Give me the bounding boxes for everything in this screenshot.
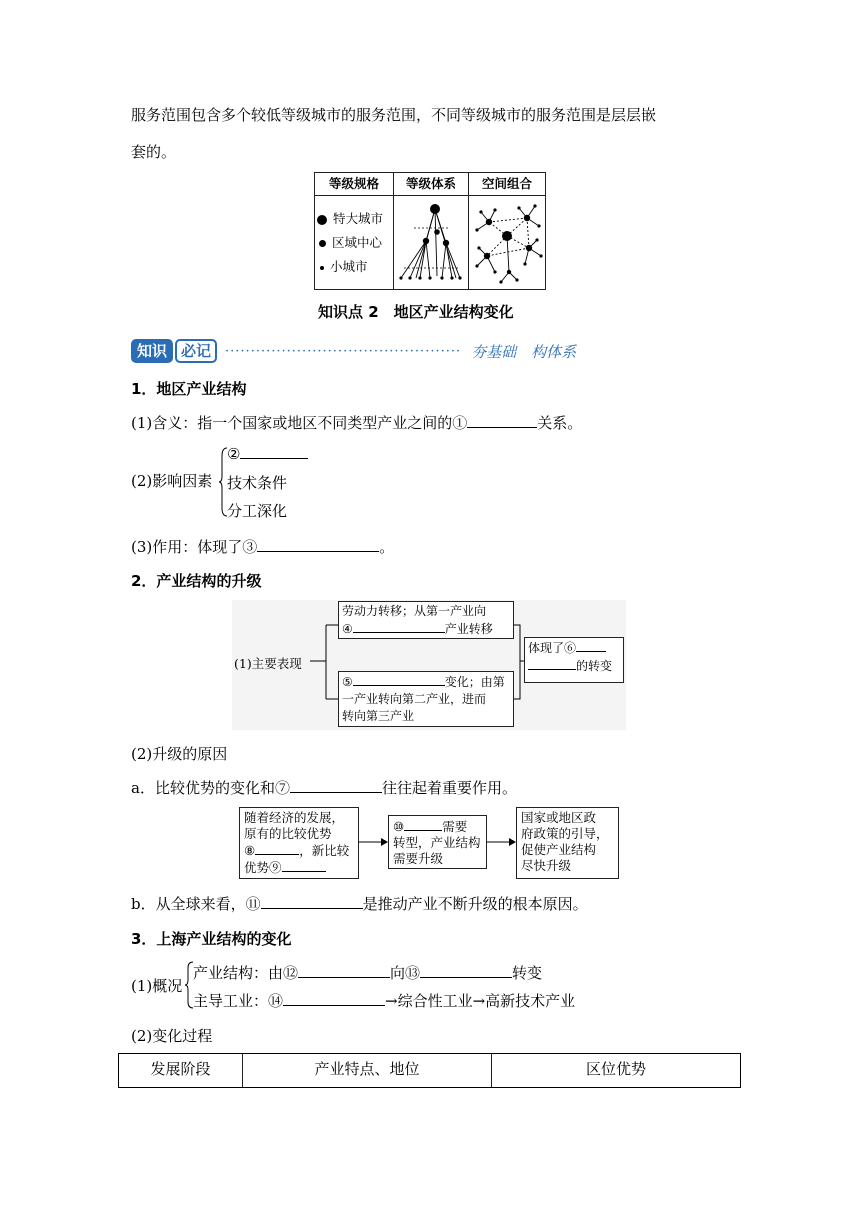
box-reflects: 体现了⑥ 的转变: [524, 637, 624, 683]
s2-reason-b: b．从全球来看，⑪ 是推动产业不断升级的根本原因。: [131, 895, 588, 913]
fig-header-system: 等级体系: [394, 173, 468, 196]
arrow-right-icon: [487, 836, 517, 848]
city-hierarchy-figure: [314, 172, 546, 290]
flow-box-policy: 国家或地区政 府政策的引导， 促使产业结构 尽快升级: [516, 807, 619, 879]
flow-box-transform: ⑩ 需要 转型，产业结构 需要升级: [388, 815, 487, 869]
medium-dot-icon: [319, 240, 326, 247]
s2-heading: 2．产业结构的升级: [131, 572, 262, 590]
s3-heading: 3．上海产业结构的变化: [131, 930, 292, 948]
s1-factor-division: 分工深化: [227, 502, 288, 520]
s1-role: (3)作用：体现了③ 。: [131, 538, 395, 556]
s1-factor-blank: ②: [227, 444, 308, 463]
intro-line-2: 套的。: [131, 143, 177, 161]
s3-overview-row2: 主导工业：⑭ →综合性工业→高新技术产业: [193, 992, 576, 1010]
box-structure-change: ⑤ 变化；由第 一产业转向第二产业，进而 转向第三产业: [338, 671, 514, 727]
intro-line-1: 服务范围包含多个较低等级城市的服务范围，不同等级城市的服务范围是层层嵌: [131, 106, 657, 124]
spatial-network-diagram: [469, 196, 545, 289]
box-labor-transfer: 劳动力转移；从第一产业向 ④ 产业转移: [338, 601, 514, 639]
s3-overview-row1: 产业结构：由⑫ 向⑬ 转变: [193, 964, 543, 982]
s3-overview-label: (1)概况: [131, 977, 183, 995]
blank-1: [467, 413, 537, 428]
banner-tagline: 夯基础 构体系: [471, 342, 577, 361]
s1-meaning: (1)含义：指一个国家或地区不同类型产业之间的① 关系。: [131, 414, 583, 432]
blank-3: [257, 537, 379, 552]
blank-14: [283, 991, 385, 1006]
flow-box-advantage: 随着经济的发展， 原有的比较优势 ⑧ ，新比较 优势⑨: [239, 807, 359, 879]
table-header-stage: 发展阶段: [150, 1060, 211, 1078]
s1-heading: 1．地区产业结构: [131, 380, 247, 398]
s2-reason-label: (2)升级的原因: [131, 745, 228, 763]
badge-knowledge: 知识: [131, 339, 173, 363]
small-dot-icon: [320, 266, 324, 270]
large-dot-icon: [317, 215, 327, 225]
legend-regional-center: 区域中心: [319, 233, 382, 251]
blank-12: [298, 963, 390, 978]
s2-reason-a: a．比较优势的变化和⑦ 往往起着重要作用。: [131, 779, 517, 797]
banner-dots: ··············································: [225, 343, 462, 359]
knowledge-banner: [131, 339, 576, 363]
blank-13: [420, 963, 512, 978]
badge-must-remember: 必记: [175, 339, 217, 363]
arrow-right-icon: [359, 836, 389, 848]
table-header-features: 产业特点、地位: [314, 1060, 420, 1078]
hierarchy-tree-diagram: [394, 196, 468, 289]
blank-2: [240, 444, 308, 459]
legend-megacity: 特大城市: [317, 209, 383, 227]
table-header-advantages: 区位优势: [585, 1060, 646, 1078]
s1-factor-tech: 技术条件: [227, 474, 288, 492]
upgrade-connector: [310, 615, 340, 711]
fig-header-grade: 等级规格: [315, 173, 393, 196]
stage-table: [118, 1053, 741, 1088]
main-label: (1)主要表现: [234, 656, 302, 671]
fig-header-spatial: 空间组合: [469, 173, 545, 196]
legend-small-city: 小城市: [320, 257, 368, 275]
section-title: 知识点 2 地区产业结构变化: [318, 303, 514, 321]
s1-factors-label: (2)影响因素: [131, 472, 213, 490]
blank-11: [261, 894, 363, 909]
blank-7: [290, 778, 382, 793]
s3-process-label: (2)变化过程: [131, 1027, 213, 1045]
